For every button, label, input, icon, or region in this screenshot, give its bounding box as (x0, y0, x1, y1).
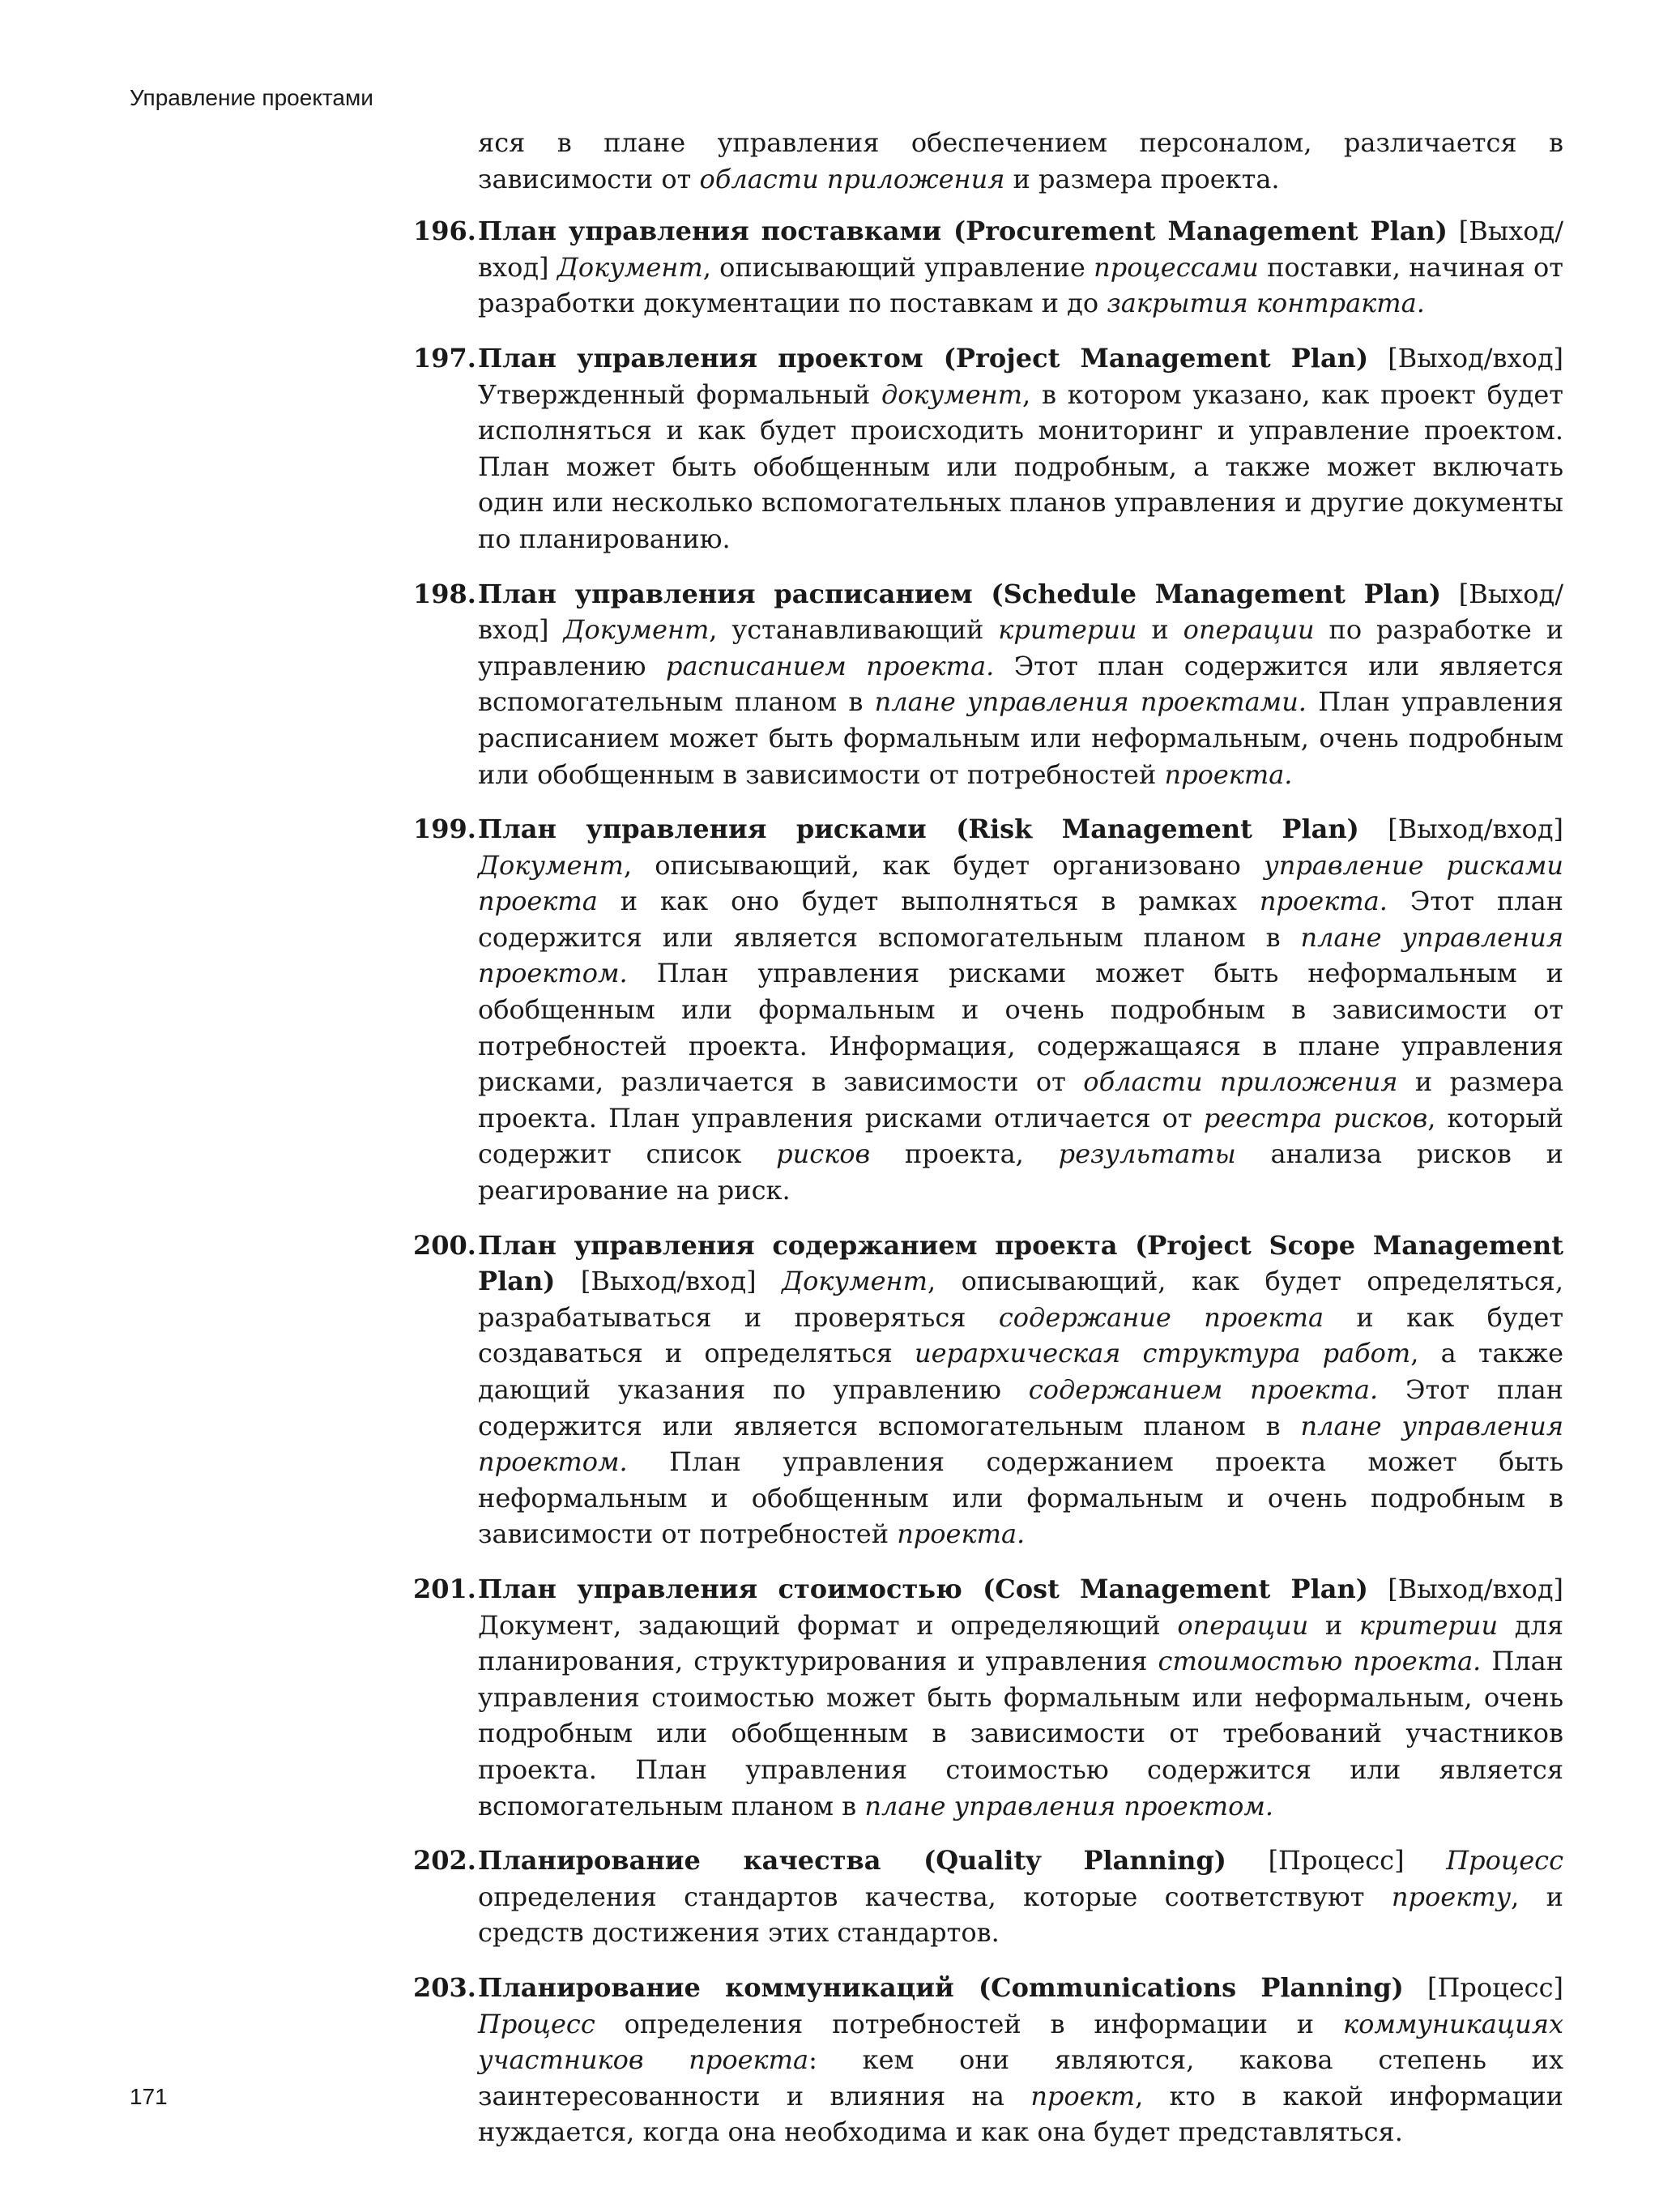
text-run: проекта, (870, 1138, 1059, 1170)
italic-term: проект (1030, 2080, 1136, 2112)
text-run: [Процесс] (1226, 1845, 1447, 1877)
text-run: Этот план содержится или является вспомогательным планом в (478, 886, 1564, 953)
text-run: и (1137, 614, 1183, 646)
entry-number: 201. (413, 1573, 476, 1604)
entry-term: План управления рисками (Risk Management Plan) (478, 813, 1359, 845)
italic-term: результаты (1058, 1138, 1236, 1170)
italic-term: операции (1177, 1609, 1309, 1641)
entry-body (478, 1571, 1563, 1824)
entry-body (478, 1970, 1563, 2150)
text-run: , описывающий управление (702, 251, 1094, 283)
italic-term: управление рисками проекта (478, 849, 1564, 917)
entry-body (478, 1843, 1563, 1951)
text-run: , кто в какой информации нуждается, когда она необходима и как она будет представляться. (478, 2080, 1564, 2148)
text-run: План управления расписанием может быть формальным или неформальным, очень подробным или обобщенным в зависимости от потребностей (478, 686, 1564, 790)
text-run: Этот план содержится или является вспомогательным планом в (478, 1374, 1564, 1441)
running-head: Управление проектами (130, 85, 373, 110)
glossary-entry (413, 811, 1563, 1209)
italic-term: закрытия контракта. (1107, 288, 1425, 319)
text-run: по разработке и управлению (478, 614, 1564, 681)
text-run: и как будет создаваться и определяться (478, 1301, 1564, 1369)
italic-term: стоимостью проекта. (1158, 1646, 1482, 1677)
entry-number: 199. (413, 813, 476, 845)
italic-term: критерии (998, 614, 1137, 646)
text-run: : кем они являются, какова степень их заинтересованности и влияния на (478, 2044, 1564, 2112)
italic-term: проекта. (1259, 886, 1388, 917)
italic-term: плане управления проектом. (478, 1410, 1564, 1478)
text-run: , описывающий, как будет организовано (623, 849, 1265, 881)
text-run: [Выход/вход] (555, 1266, 783, 1297)
text-run: [Выход/вход] Документ, задающий формат и определяющий (478, 1573, 1564, 1641)
text-run: , описывающий, как будет определяться, разрабатываться и проверяться (478, 1266, 1563, 1333)
entry-term: План управления проектом (Project Management Plan) (478, 342, 1369, 374)
italic-term: процессами (1094, 251, 1259, 283)
text-run: и (1308, 1609, 1359, 1641)
entry-body (478, 213, 1563, 322)
italic-term: содержанием проекта. (1028, 1374, 1379, 1405)
entry-number: 198. (413, 578, 476, 609)
entry-number: 196. (413, 216, 476, 247)
entry-number: 203. (413, 1971, 476, 2003)
glossary-entry (413, 1970, 1563, 2150)
text-run: План управления стоимостью может быть формальным или неформальным, очень подробным или обобщенным в зависимости от требований участников проекта. План управления стоимостью содержится или является вспомогательным планом в (478, 1646, 1564, 1821)
text-run: [Выход/вход] (478, 578, 1564, 646)
italic-term: операции (1183, 614, 1315, 646)
italic-term: области приложения (699, 163, 1005, 194)
italic-term: Документ (557, 251, 703, 283)
text-run: Этот план содержится или является вспомогательным планом в (478, 650, 1563, 718)
text-run: [Выход/вход] (1358, 813, 1563, 845)
italic-term: Процесс (478, 2008, 595, 2039)
text-run: определения стандартов качества, которые соответствуют (478, 1881, 1392, 1912)
text-run: , и средств достижения этих стандартов. (478, 1881, 1564, 1949)
entry-body (478, 811, 1563, 1209)
text-run: [Процесс] (1403, 1971, 1564, 2003)
entry-term: Планирование качества (Quality Planning) (478, 1845, 1226, 1877)
italic-term: области приложения (1083, 1066, 1398, 1098)
glossary-entry (413, 1228, 1563, 1552)
italic-term: рисков (776, 1138, 871, 1170)
entry-number: 200. (413, 1229, 476, 1261)
entry-body (478, 576, 1563, 793)
entry-number: 202. (413, 1845, 476, 1877)
italic-term: проекта. (1164, 758, 1293, 790)
italic-term: расписанием проекта. (665, 650, 995, 681)
italic-term: проекту (1391, 1881, 1512, 1912)
text-run: , а также дающий указания по управлению (478, 1338, 1564, 1405)
text-run: , в котором указано, как проект будет исполняться и как будет происходить мониторинг и управление проектом. План может быть обобщенным или подробным, а также может включать один или несколько вспомогательных планов управления и другие документы по планированию. (478, 378, 1564, 554)
glossary-entry (413, 213, 1563, 322)
text-run: , устанавливающий (709, 614, 999, 646)
italic-term: Процесс (1446, 1845, 1563, 1877)
italic-term: плане управления проектами. (874, 686, 1307, 718)
italic-term: критерии (1358, 1609, 1499, 1641)
glossary-entry (413, 1571, 1563, 1824)
italic-term: плане управления проектом. (478, 921, 1564, 989)
page-number: 171 (130, 2084, 168, 2109)
entry-body (478, 1228, 1563, 1552)
text-run: План управления рисками может быть неформальным и обобщенным или формальным и очень подробным в зависимости от потребностей проекта. Информация, содержащаяся в плане управления рисками, различается в зависимости от (478, 958, 1563, 1098)
italic-term: Документ (782, 1266, 928, 1297)
italic-term: плане управления проектом. (864, 1790, 1274, 1821)
text-run: и размера проекта. План управления рисками отличается от (478, 1066, 1564, 1134)
text-run: определения потребностей в информации и (595, 2008, 1343, 2039)
text-run: , который содержит список (478, 1102, 1564, 1170)
glossary-entry (413, 340, 1563, 557)
entry-term: План управления стоимостью (Cost Management Plan) (478, 1573, 1368, 1604)
italic-term: проекта. (897, 1518, 1026, 1550)
entry-term: Планирование коммуникаций (Communications Planning) (478, 1971, 1404, 2003)
text-run: [Выход/вход] (478, 216, 1564, 283)
italic-term: Документ (478, 849, 624, 881)
italic-term: документ (881, 378, 1023, 410)
entry-term: План управления содержанием проекта (Project Scope Management Plan) (478, 1229, 1563, 1297)
italic-term: коммуникациях участников проекта (478, 2008, 1563, 2076)
entry-term: План управления расписанием (Schedule Management Plan) (478, 578, 1441, 609)
text-run: поставки, начиная от разработки документации по поставкам и до (478, 251, 1564, 319)
text-run: для планирования, структурирования и управления (478, 1609, 1564, 1677)
text-run: [Выход/вход] Утвержденный формальный (478, 342, 1564, 410)
glossary-entries (413, 213, 1563, 2150)
entry-body (478, 340, 1563, 557)
italic-term: реестра рисков (1203, 1102, 1428, 1134)
glossary-entry (413, 576, 1563, 793)
text-run: анализа рисков и реагирование на риск. (478, 1138, 1564, 1206)
continuation-paragraph (478, 125, 1563, 197)
glossary-content (413, 125, 1563, 2169)
entry-term: План управления поставками (Procurement Management Plan) (478, 216, 1448, 247)
text-run: и как оно будет выполняться в рамках (597, 886, 1260, 917)
text-run: План управления содержанием проекта может быть неформальным и обобщенным или формальным и очень подробным в зависимости от потребностей (478, 1446, 1563, 1550)
text-run: яся в плане управления обеспечением персоналом, различается в зависимости от (478, 127, 1563, 194)
italic-term: Документ (563, 614, 710, 646)
glossary-entry (413, 1843, 1563, 1951)
italic-term: иерархическая структура работ (914, 1338, 1411, 1369)
entry-number: 197. (413, 342, 476, 374)
text-run: и размера проекта. (1004, 163, 1280, 194)
italic-term: содержание проекта (998, 1301, 1324, 1333)
